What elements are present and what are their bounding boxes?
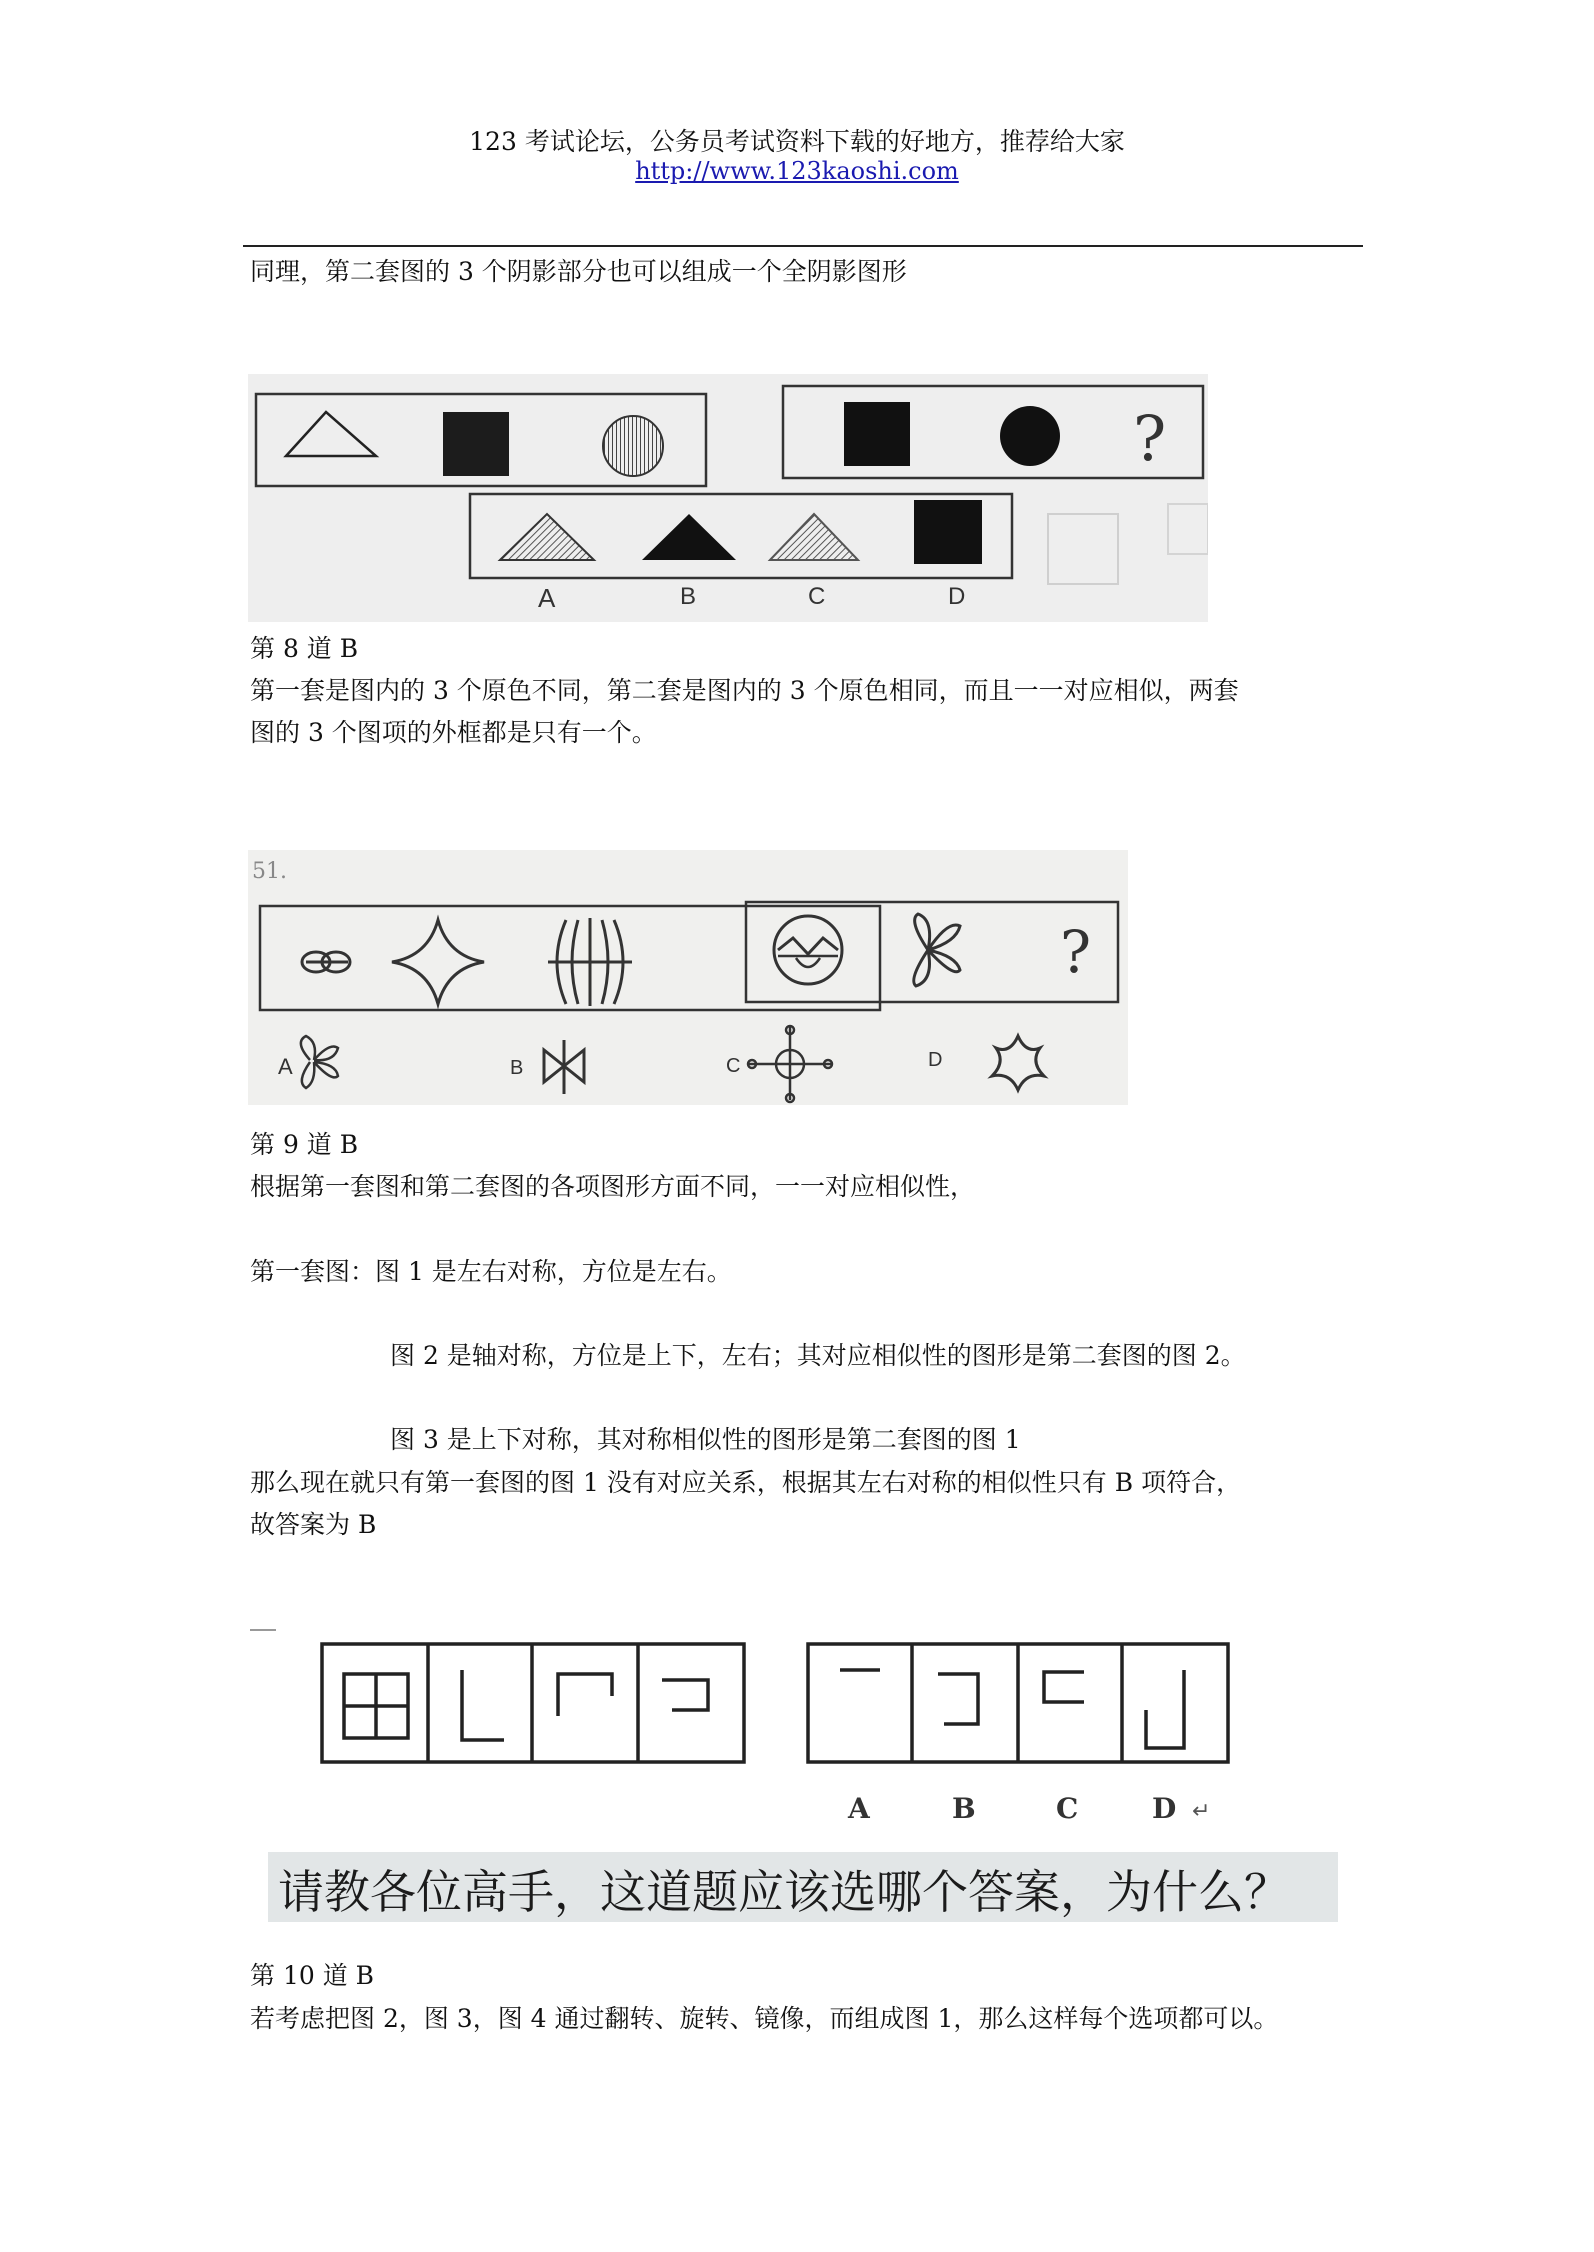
figure-q10-drawing (248, 1620, 1338, 1950)
option-a-shape (500, 514, 594, 560)
option-c-shape (770, 514, 858, 560)
q8-title: 第 8 道 B (250, 634, 359, 663)
option-b-bowtie-icon (544, 1040, 584, 1094)
option-label-b: B (952, 1792, 976, 1825)
option-d-shape (914, 500, 982, 564)
option-label-c: C (808, 583, 826, 610)
option-label-c: C (1056, 1792, 1079, 1825)
question-strip (322, 1644, 744, 1762)
option-d-flower-icon (992, 1036, 1044, 1090)
q9-title: 第 9 道 B (250, 1130, 359, 1159)
square-black-shape (844, 402, 910, 466)
header-rule (243, 245, 1363, 247)
option-a-butterfly-icon (301, 1036, 338, 1088)
intro-text: 同理，第二套图的 3 个阴影部分也可以组成一个全阴影图形 (250, 257, 907, 286)
figure-q8-drawing (248, 374, 1208, 622)
figure-q10 (248, 1620, 1338, 1950)
option-b-shape (642, 514, 736, 560)
options-strip (808, 1644, 1228, 1762)
circle-black-shape (1000, 406, 1060, 466)
square-dark-shape (443, 412, 509, 476)
option-label-a: A (538, 583, 556, 613)
q8-line2: 图的 3 个图项的外框都是只有一个。 (250, 718, 657, 747)
figure-number: 51. (252, 859, 287, 884)
question-mark: ? (1060, 918, 1092, 986)
header-url (0, 157, 1594, 185)
question-banner: 请教各位高手，这道题应该选哪个答案，为什么？ (278, 1865, 1290, 1919)
header-title: 123 考试论坛，公务员考试资料下载的好地方，推荐给大家 (469, 127, 1125, 156)
q9-line2: 第一套图：图 1 是左右对称，方位是左右。 (250, 1257, 732, 1286)
figure-q9-drawing (248, 850, 1128, 1105)
circle-hatched-shape (603, 416, 663, 476)
option-label-d: D (1152, 1792, 1177, 1825)
four-petal-icon (914, 914, 960, 986)
q9-line6: 故答案为 B (250, 1510, 377, 1539)
q10-line1: 若考虑把图 2，图 3，图 4 通过翻转、旋转、镜像，而组成图 1，那么这样每个选项都可以。 (250, 2004, 1279, 2033)
option-label-c: C (726, 1055, 741, 1077)
option-label-d: D (928, 1049, 943, 1071)
q9-line3: 图 2 是轴对称，方位是上下，左右；其对应相似性的图形是第二套图的图 2。 (390, 1341, 1246, 1370)
q9-line4: 图 3 是上下对称，其对称相似性的图形是第二套图的图 1 (390, 1425, 1021, 1454)
option-c-compass-icon (748, 1026, 832, 1102)
figure-q9 (248, 850, 1128, 1105)
q9-line5: 那么现在就只有第一套图的图 1 没有对应关系，根据其左右对称的相似性只有 B 项符合， (250, 1468, 1242, 1497)
option-label-b: B (680, 583, 697, 610)
spiky-figure-icon (548, 918, 632, 1006)
site-link[interactable]: http://www.123kaoshi.com (635, 157, 959, 185)
return-mark: ↵ (1192, 1799, 1211, 1824)
option-label-a: A (278, 1054, 293, 1079)
figure-q8 (248, 374, 1208, 622)
triangle-outline-shape (286, 412, 376, 456)
question-mark: ? (1133, 402, 1167, 475)
four-point-star-icon (392, 920, 484, 1004)
q9-line1: 根据第一套图和第二套图的各项图形方面不同，一一对应相似性， (250, 1172, 976, 1201)
q10-title: 第 10 道 B (250, 1961, 375, 1990)
q8-line1: 第一套是图内的 3 个原色不同，第二套是图内的 3 个原色相同，而且一一对应相似，两套 (250, 676, 1239, 705)
flower-circle-icon (774, 916, 842, 984)
option-label-d: D (948, 583, 966, 610)
option-label-a: A (848, 1792, 870, 1825)
option-label-b: B (510, 1057, 524, 1079)
